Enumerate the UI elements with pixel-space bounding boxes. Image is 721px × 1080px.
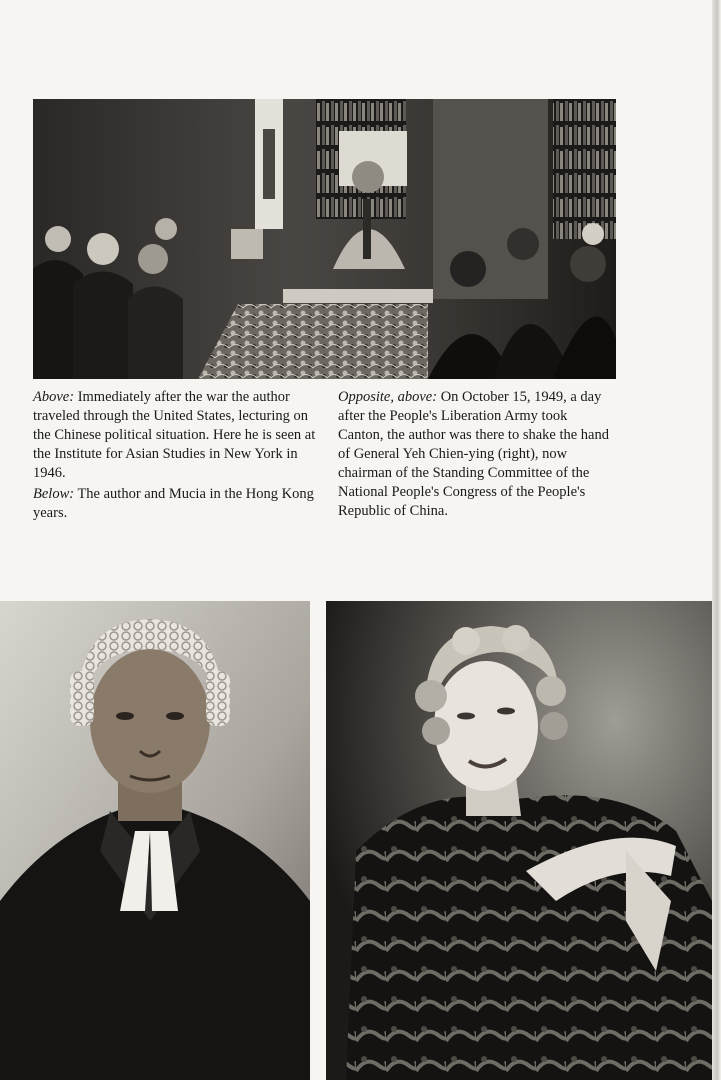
page-edge [712,0,721,1080]
portrait-woman-photo [326,601,712,1080]
caption-below-label: Below: [33,486,75,502]
caption-above [33,388,318,483]
lecture-photo-icon [33,99,616,379]
caption-above-text: Immediately after the war the author traveled through the United States, lecturing on the Chinese political situation. Here he is seen at the Institute for Asian Studies in New York in 1946. [33,389,316,481]
portrait-in-wig-photo [0,601,310,1080]
caption-right [338,388,616,523]
caption-opposite-text: On October 15, 1949, a day after the People's Liberation Army took Canton, the author was there to shake the hand of General Yeh Chien-ying (right), now chairman of the Standing Committee of the National People's Congress of the People's Republic of China. [338,389,609,519]
caption-opposite-label: Opposite, above: [338,389,438,405]
caption-left [33,388,318,525]
lecture-photo [33,99,616,379]
caption-above-label: Above: [33,389,75,405]
caption-opposite [338,388,616,521]
portrait-woman-icon [326,601,712,1080]
caption-below-text: The author and Mucia in the Hong Kong years. [33,486,314,521]
caption-below [33,485,318,523]
portrait-in-wig-icon [0,601,310,1080]
